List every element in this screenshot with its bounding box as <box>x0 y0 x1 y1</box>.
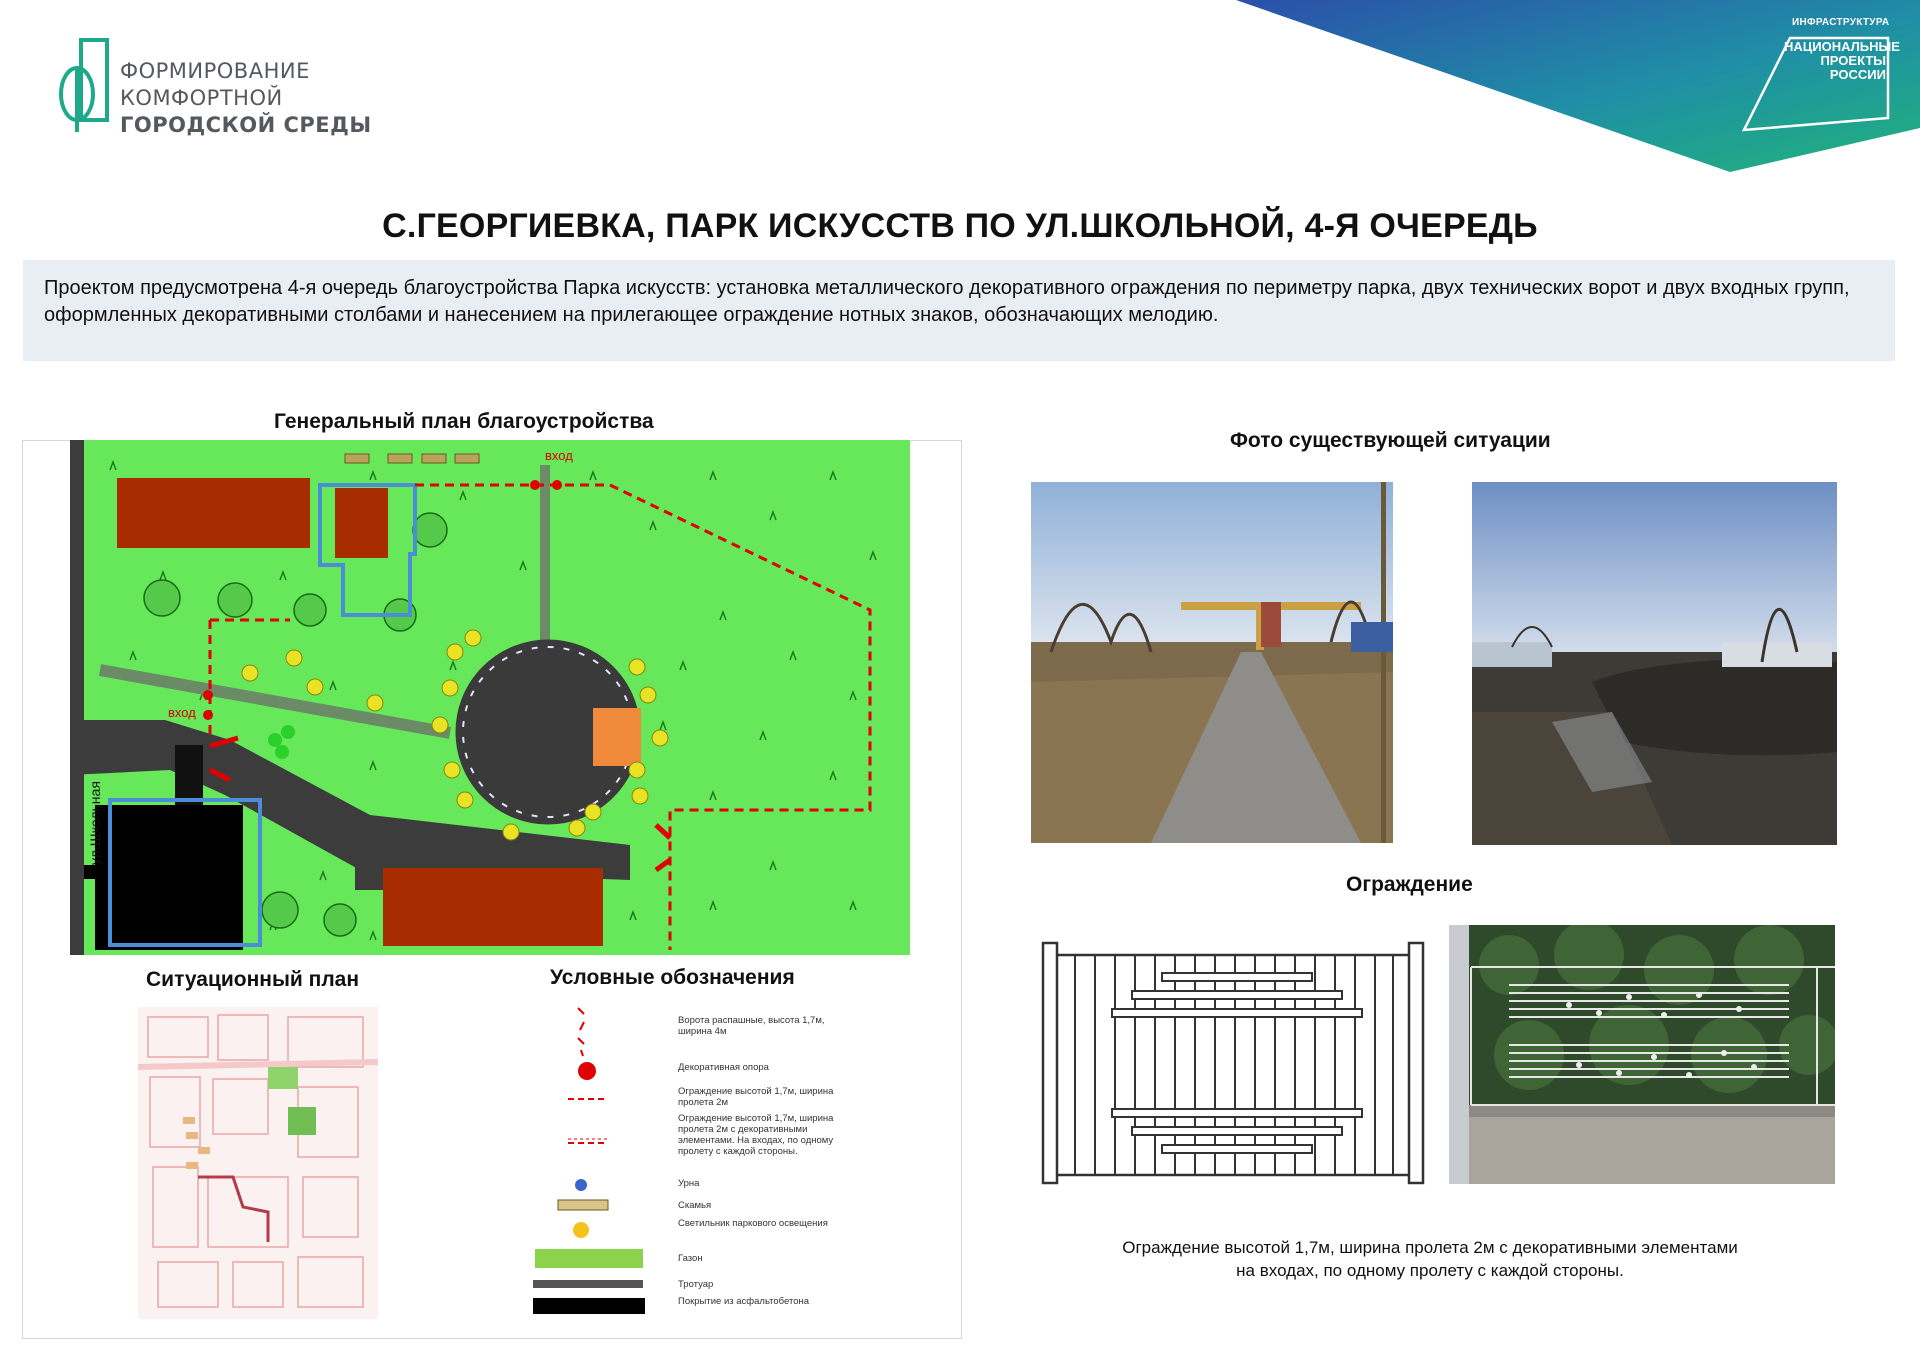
master-plan-drawing <box>70 440 910 955</box>
situation-plan-map <box>138 1007 378 1319</box>
street-road <box>70 440 84 955</box>
legend-item-lamp-label: Светильник паркового освещения <box>678 1218 828 1229</box>
legend-item-gate-label: Ворота распашные, высота 1,7м, ширина 4м <box>678 1015 825 1037</box>
legend-item-asphalt-label: Покрытие из асфальтобетона <box>678 1296 810 1307</box>
photos-title: Фото существующей ситуации <box>1230 429 1551 452</box>
logo-line-1: ФОРМИРОВАНИЕ <box>120 59 310 83</box>
fence-title: Ограждение <box>1346 873 1473 896</box>
project-description: Проектом предусмотрена 4-я очередь благоустройства Парка искусств: установка металлического декоративного ограждения по периметру парка, двух технических ворот и двух входных групп, оформленных декоративными столбами и нанесением на прилегающее ограждение нотных знаков, обозначающих мелодию. <box>23 260 1895 361</box>
stage-area <box>593 708 641 766</box>
legend-item-decor-fence-label: Ограждение высотой 1,7м, ширина пролета 2м с декоративными элементами. На входах, по одному пролету с каждой стороны. <box>678 1113 834 1157</box>
project-logo <box>55 36 115 136</box>
logo-text <box>120 58 372 139</box>
asphalt-pad <box>95 805 243 950</box>
fence-caption <box>1060 1236 1800 1282</box>
page-title: С.ГЕОРГИЕВКА, ПАРК ИСКУССТВ ПО УЛ.ШКОЛЬНОЙ, 4-Я ОЧЕРЕДЬ <box>382 207 1538 245</box>
site-photo-1 <box>1031 482 1393 843</box>
badge-infrastructure-label: ИНФРАСТРУКТУРА <box>1792 17 1890 28</box>
situation-plan-title: Ситуационный план <box>146 968 360 991</box>
street-name-label: ул.Школьная <box>87 781 103 865</box>
legend <box>528 1000 858 1320</box>
legend-item-fence-label: Ограждение высотой 1,7м, ширина пролета 2м <box>678 1086 834 1108</box>
benches <box>345 454 479 463</box>
leaf-logo-icon <box>55 36 115 136</box>
building <box>335 488 388 558</box>
fence-photo <box>1449 925 1835 1184</box>
entrance-top-label: вход <box>545 448 573 463</box>
badge-national-projects-label <box>1784 39 1900 82</box>
legend-icons <box>528 1000 648 1320</box>
building <box>117 478 310 548</box>
legend-item-lawn-label: Газон <box>678 1253 703 1264</box>
legend-item-sidewalk-label: Тротуар <box>678 1279 714 1290</box>
badge-line-3: РОССИИ <box>1829 67 1886 82</box>
badge-line-2: ПРОЕКТЫ <box>1820 53 1886 68</box>
legend-title: Условные обозначения <box>550 966 795 989</box>
site-photo-2 <box>1472 482 1837 845</box>
logo-line-3: ГОРОДСКОЙ СРЕДЫ <box>120 113 372 137</box>
building <box>383 868 603 946</box>
badge-line-1: НАЦИОНАЛЬНЫЕ <box>1784 39 1900 54</box>
legend-item-bench-label: Скамья <box>678 1200 712 1211</box>
legend-item-bin-label: Урна <box>678 1178 700 1189</box>
legend-item-post-label: Декоративная опора <box>678 1062 769 1073</box>
entrance-left-label: вход <box>168 705 196 720</box>
master-plan-title: Генеральный план благоустройства <box>274 410 654 433</box>
fence-caption-line-1: Ограждение высотой 1,7м, ширина пролета 2м с декоративными элементами <box>1122 1238 1738 1257</box>
fence-caption-line-2: на входах, по одному пролету с каждой стороны. <box>1236 1261 1624 1280</box>
fence-drawing <box>1037 925 1429 1190</box>
logo-line-2: КОМФОРТНОЙ <box>120 86 283 110</box>
